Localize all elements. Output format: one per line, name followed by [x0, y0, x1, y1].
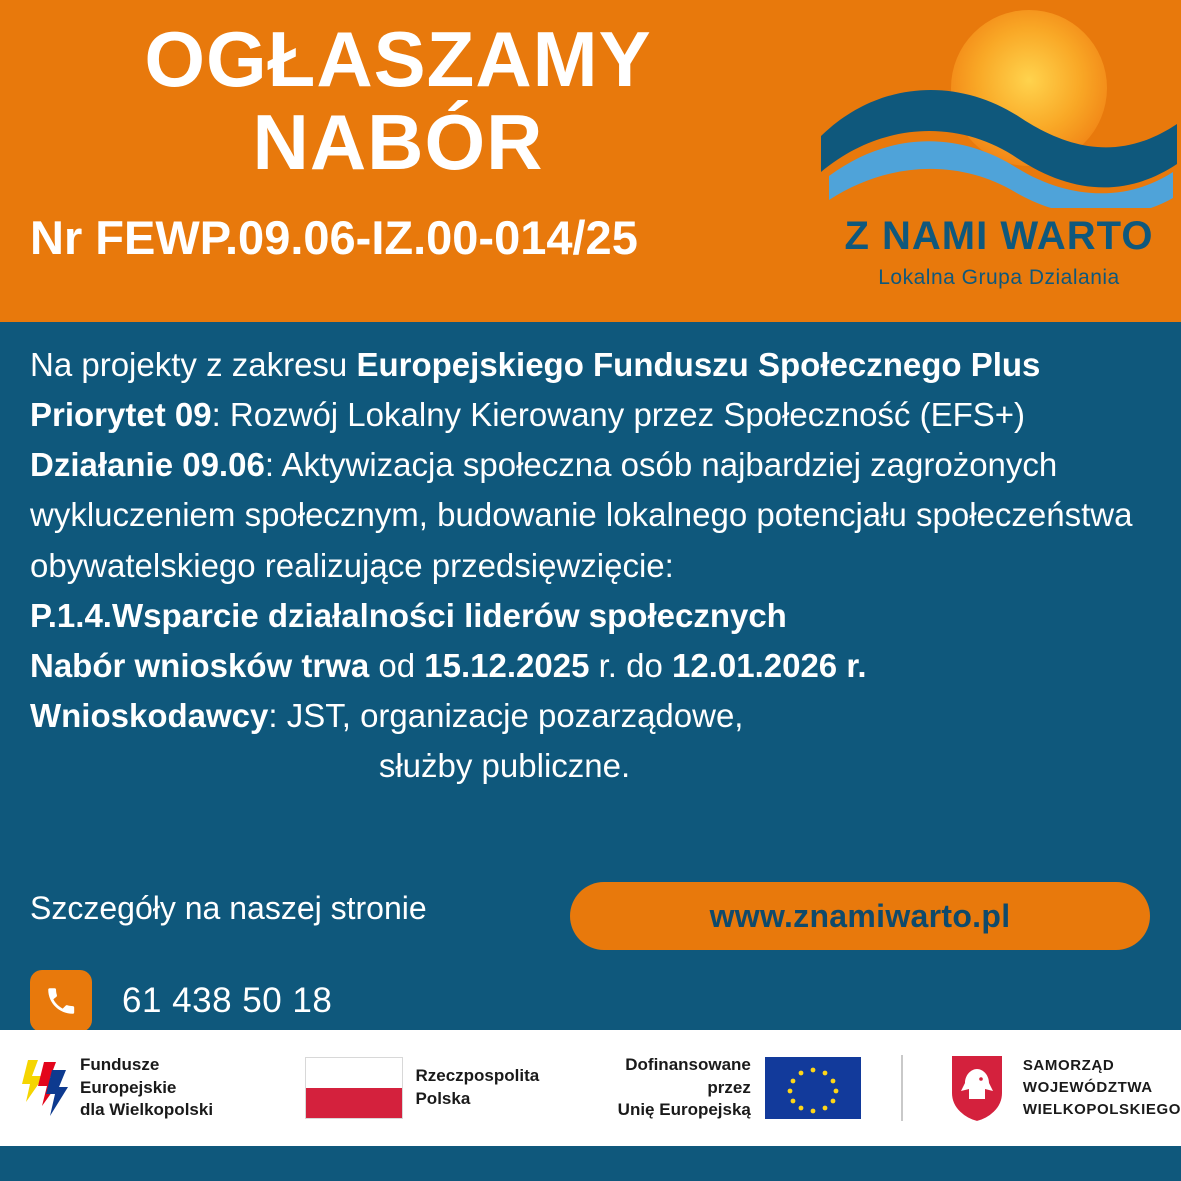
deadline-mid-1: od	[369, 646, 425, 684]
poland-flag-icon	[305, 1057, 403, 1119]
samorzad-line-2: WOJEWÓDZTWA	[1022, 1079, 1153, 1097]
applicants-label: Wnioskodawcy	[30, 697, 269, 735]
applicants-line	[30, 691, 1159, 741]
fundusze-europejskie-label	[80, 1054, 249, 1123]
poster-header	[0, 0, 1181, 322]
brand-logo	[821, 8, 1177, 314]
rzeczpospolita-label	[415, 1065, 539, 1111]
desc-bold-1: Europejskiego Funduszu Społecznego Plus Priorytet 09	[30, 346, 1041, 434]
website-label: www.znamiwarto.pl	[709, 897, 1011, 934]
poster-body	[0, 322, 1181, 1030]
fundusze-europejskie-block	[0, 1030, 249, 1146]
phone-number: 61 438 50 18	[122, 981, 333, 1020]
funding-logo-strip	[0, 1030, 1181, 1146]
desc-part-1: Na projekty z zakresu	[30, 346, 357, 383]
bottom-bar	[0, 1146, 1181, 1181]
fundusze-europejskie-icon	[22, 1060, 68, 1116]
deadline-date-to: 12.01.2026 r.	[672, 646, 867, 684]
call-number: Nr FEWP.09.06-IZ.00-014/25	[30, 210, 638, 264]
eu-line-2: Unię Europejską	[617, 1100, 751, 1120]
brand-subtitle: Lokalna Grupa Dzialania	[878, 266, 1120, 289]
details-text: Szczegóły na naszej stronie	[30, 890, 427, 926]
desc-bold-2: Działanie 09.06	[30, 446, 265, 484]
sun-wave-icon	[821, 8, 1177, 208]
pl-line-2: Polska	[415, 1089, 471, 1108]
desc-part-3: : Aktywizacja społeczna osób najbardziej zagrożonych wykluczeniem społecznym, budowanie lokalnego potencjału społeczeństwa obywatelskiego realizujące przedsięwzięcie:	[30, 446, 1133, 584]
desc-part-2: : Rozwój Lokalny Kierowany przez Społeczność (EFS+)	[211, 396, 1026, 434]
enterprise-line: P.1.4.Wsparcie działalności liderów społecznych	[30, 596, 787, 634]
samorzad-block	[903, 1030, 1181, 1146]
rzeczpospolita-block	[249, 1030, 539, 1146]
phone-icon	[30, 970, 92, 1032]
unia-europejska-label	[591, 1054, 751, 1123]
deadline-mid-2: r. do	[589, 646, 672, 684]
website-button[interactable]	[570, 882, 1150, 950]
applicants-value: : JST, organizacje pozarządowe,	[268, 697, 744, 735]
applicants-line-2: służby publiczne.	[378, 747, 631, 785]
pl-line-1: Rzeczpospolita	[415, 1066, 540, 1086]
deadline-label: Nabór wniosków trwa	[30, 646, 370, 684]
brand-name: Z NAMI WARTO	[844, 214, 1154, 258]
wielkopolska-crest-icon	[947, 1053, 1007, 1123]
deadline-line	[30, 641, 1159, 691]
page-title-line2: NABÓR	[252, 98, 544, 186]
unia-europejska-block	[539, 1030, 861, 1146]
phone-row	[30, 970, 332, 1032]
samorzad-line-1: SAMORZĄD	[1022, 1057, 1115, 1075]
fe-line-1: Fundusze Europejskie	[80, 1054, 177, 1097]
eu-flag-icon	[765, 1057, 861, 1119]
samorzad-line-3: WIELKOPOLSKIEGO	[1022, 1100, 1181, 1118]
page-title-line1: OGŁASZAMY	[144, 15, 652, 103]
description-paragraph	[30, 340, 1159, 591]
deadline-date-from: 15.12.2025	[424, 646, 590, 684]
samorzad-label	[1023, 1055, 1181, 1120]
cta-row	[30, 882, 1150, 952]
eu-line-1: Dofinansowane przez	[625, 1054, 751, 1097]
header-text-block	[0, 0, 820, 265]
fe-line-2: dla Wielkopolski	[80, 1100, 214, 1120]
